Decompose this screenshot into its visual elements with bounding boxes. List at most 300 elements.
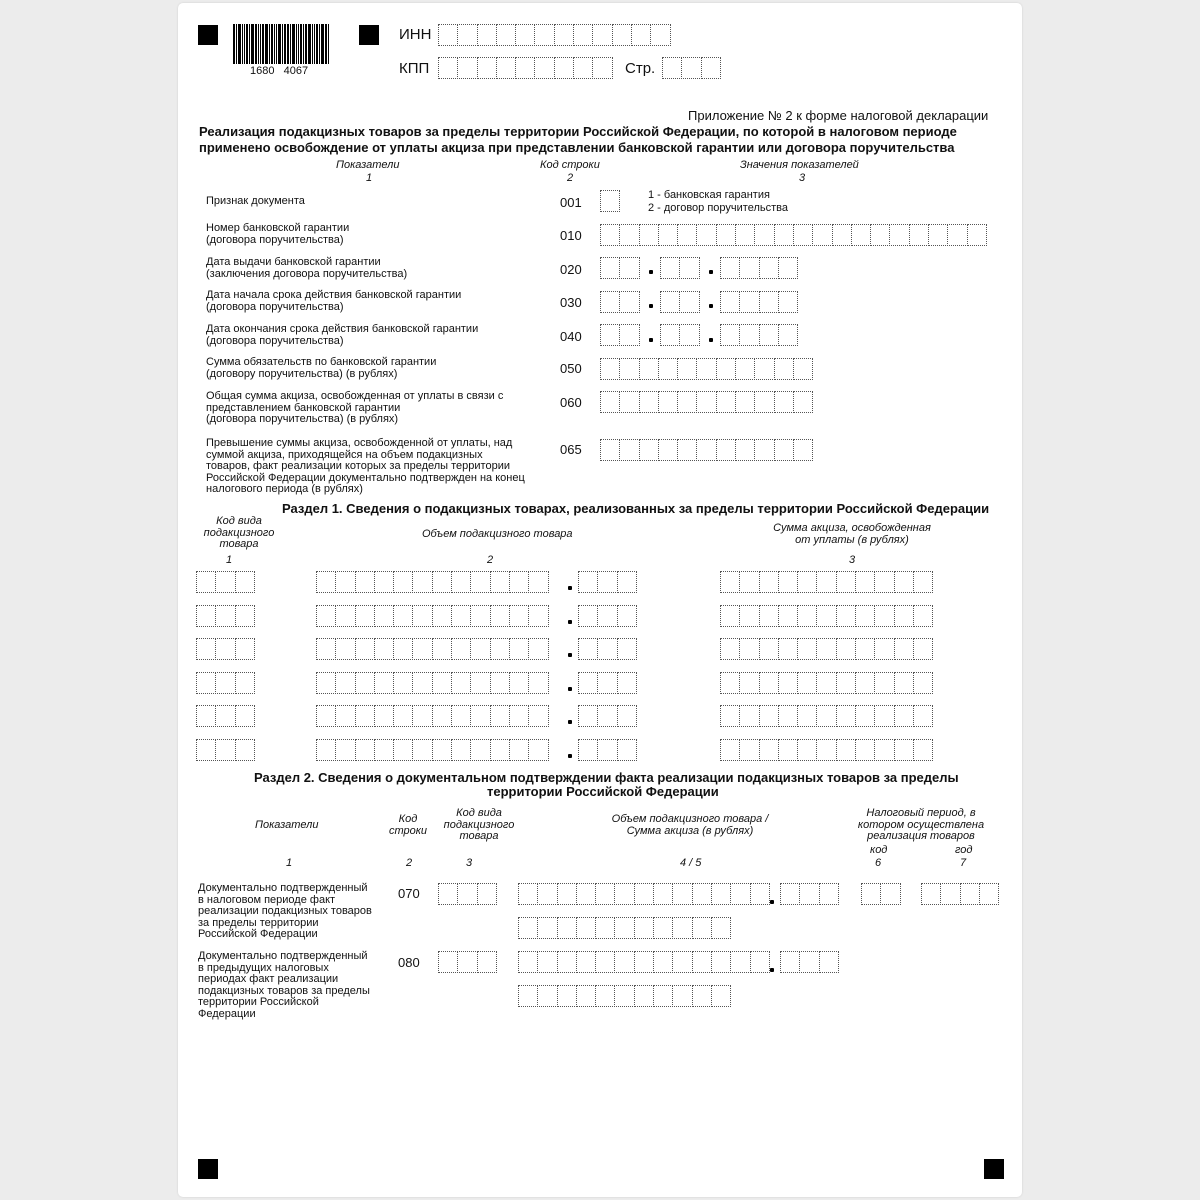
input-cell[interactable] bbox=[889, 224, 909, 246]
input-cell[interactable] bbox=[979, 883, 999, 905]
input-cell[interactable] bbox=[617, 638, 637, 660]
input-cell[interactable] bbox=[816, 571, 836, 593]
input-cell[interactable] bbox=[778, 571, 798, 593]
input-cell[interactable] bbox=[412, 739, 432, 761]
input-cell[interactable] bbox=[658, 224, 678, 246]
input-cell[interactable] bbox=[797, 739, 817, 761]
input-cell[interactable] bbox=[677, 391, 697, 413]
input-cell[interactable] bbox=[597, 672, 617, 694]
input-cell[interactable] bbox=[720, 605, 740, 627]
input-cell[interactable] bbox=[894, 672, 914, 694]
input-cell[interactable] bbox=[720, 672, 740, 694]
input-cell[interactable] bbox=[940, 883, 960, 905]
input-cell[interactable] bbox=[759, 638, 779, 660]
input-cell[interactable] bbox=[793, 439, 813, 461]
input-cell[interactable] bbox=[196, 605, 216, 627]
input-cell[interactable] bbox=[600, 391, 620, 413]
input-cell[interactable] bbox=[619, 291, 639, 313]
input-cell[interactable] bbox=[778, 705, 798, 727]
section-1-volume-integer-field[interactable] bbox=[316, 739, 548, 761]
section-1-excise-amount-field[interactable] bbox=[720, 605, 932, 627]
input-cell[interactable] bbox=[515, 24, 535, 46]
input-cell[interactable] bbox=[774, 358, 794, 380]
row-070-excise-amount-field[interactable] bbox=[518, 917, 730, 939]
section-1-volume-integer-field[interactable] bbox=[316, 571, 548, 593]
input-cell[interactable] bbox=[759, 324, 779, 346]
row-040-month-field[interactable] bbox=[660, 324, 699, 346]
input-cell[interactable] bbox=[196, 739, 216, 761]
input-cell[interactable] bbox=[778, 324, 798, 346]
input-cell[interactable] bbox=[754, 224, 774, 246]
input-cell[interactable] bbox=[457, 951, 477, 973]
input-cell[interactable] bbox=[739, 605, 759, 627]
input-cell[interactable] bbox=[393, 705, 413, 727]
input-cell[interactable] bbox=[554, 24, 574, 46]
input-cell[interactable] bbox=[412, 638, 432, 660]
row-010-number-field[interactable] bbox=[600, 224, 986, 246]
input-cell[interactable] bbox=[759, 257, 779, 279]
input-cell[interactable] bbox=[576, 985, 596, 1007]
input-cell[interactable] bbox=[335, 605, 355, 627]
input-cell[interactable] bbox=[477, 24, 497, 46]
input-cell[interactable] bbox=[754, 391, 774, 413]
input-cell[interactable] bbox=[335, 739, 355, 761]
input-cell[interactable] bbox=[650, 24, 670, 46]
row-070-period-year-field[interactable] bbox=[921, 883, 998, 905]
input-cell[interactable] bbox=[600, 358, 620, 380]
input-cell[interactable] bbox=[490, 638, 510, 660]
input-cell[interactable] bbox=[778, 638, 798, 660]
input-cell[interactable] bbox=[557, 883, 577, 905]
input-cell[interactable] bbox=[412, 672, 432, 694]
input-cell[interactable] bbox=[619, 439, 639, 461]
input-cell[interactable] bbox=[235, 705, 255, 727]
input-cell[interactable] bbox=[653, 883, 673, 905]
input-cell[interactable] bbox=[797, 638, 817, 660]
input-cell[interactable] bbox=[534, 24, 554, 46]
input-cell[interactable] bbox=[578, 672, 598, 694]
input-cell[interactable] bbox=[677, 358, 697, 380]
input-cell[interactable] bbox=[816, 672, 836, 694]
input-cell[interactable] bbox=[196, 638, 216, 660]
input-cell[interactable] bbox=[592, 24, 612, 46]
input-cell[interactable] bbox=[600, 291, 620, 313]
input-cell[interactable] bbox=[759, 672, 779, 694]
input-cell[interactable] bbox=[692, 951, 712, 973]
input-cell[interactable] bbox=[528, 672, 548, 694]
section-1-excise-amount-field[interactable] bbox=[720, 739, 932, 761]
input-cell[interactable] bbox=[913, 605, 933, 627]
input-cell[interactable] bbox=[759, 739, 779, 761]
input-cell[interactable] bbox=[528, 638, 548, 660]
input-cell[interactable] bbox=[576, 917, 596, 939]
input-cell[interactable] bbox=[355, 705, 375, 727]
input-cell[interactable] bbox=[793, 358, 813, 380]
row-050-amount-field[interactable] bbox=[600, 358, 812, 380]
input-cell[interactable] bbox=[537, 985, 557, 1007]
input-cell[interactable] bbox=[797, 672, 817, 694]
input-cell[interactable] bbox=[754, 439, 774, 461]
input-cell[interactable] bbox=[518, 951, 538, 973]
input-cell[interactable] bbox=[432, 638, 452, 660]
input-cell[interactable] bbox=[451, 739, 471, 761]
input-cell[interactable] bbox=[759, 291, 779, 313]
section-1-volume-fraction-field[interactable] bbox=[578, 705, 636, 727]
section-1-volume-fraction-field[interactable] bbox=[578, 638, 636, 660]
input-cell[interactable] bbox=[716, 358, 736, 380]
input-cell[interactable] bbox=[894, 739, 914, 761]
input-cell[interactable] bbox=[701, 57, 721, 79]
section-1-excise-amount-field[interactable] bbox=[720, 705, 932, 727]
input-cell[interactable] bbox=[653, 951, 673, 973]
input-cell[interactable] bbox=[778, 257, 798, 279]
input-cell[interactable] bbox=[793, 224, 813, 246]
input-cell[interactable] bbox=[720, 571, 740, 593]
input-cell[interactable] bbox=[432, 672, 452, 694]
input-cell[interactable] bbox=[412, 605, 432, 627]
input-cell[interactable] bbox=[836, 605, 856, 627]
input-cell[interactable] bbox=[595, 917, 615, 939]
input-cell[interactable] bbox=[735, 358, 755, 380]
page-number-field[interactable] bbox=[662, 57, 720, 79]
input-cell[interactable] bbox=[617, 739, 637, 761]
input-cell[interactable] bbox=[438, 951, 458, 973]
input-cell[interactable] bbox=[316, 705, 336, 727]
input-cell[interactable] bbox=[658, 439, 678, 461]
input-cell[interactable] bbox=[692, 917, 712, 939]
input-cell[interactable] bbox=[451, 705, 471, 727]
input-cell[interactable] bbox=[393, 672, 413, 694]
row-080-excise-amount-field[interactable] bbox=[518, 985, 730, 1007]
section-1-goods-code-field[interactable] bbox=[196, 705, 254, 727]
input-cell[interactable] bbox=[432, 605, 452, 627]
input-cell[interactable] bbox=[692, 883, 712, 905]
input-cell[interactable] bbox=[451, 672, 471, 694]
row-080-volume-fraction-field[interactable] bbox=[780, 951, 838, 973]
input-cell[interactable] bbox=[470, 739, 490, 761]
input-cell[interactable] bbox=[316, 571, 336, 593]
input-cell[interactable] bbox=[374, 672, 394, 694]
input-cell[interactable] bbox=[677, 439, 697, 461]
input-cell[interactable] bbox=[537, 951, 557, 973]
input-cell[interactable] bbox=[816, 638, 836, 660]
input-cell[interactable] bbox=[921, 883, 941, 905]
input-cell[interactable] bbox=[711, 985, 731, 1007]
input-cell[interactable] bbox=[711, 951, 731, 973]
input-cell[interactable] bbox=[470, 705, 490, 727]
input-cell[interactable] bbox=[393, 739, 413, 761]
input-cell[interactable] bbox=[913, 739, 933, 761]
input-cell[interactable] bbox=[681, 57, 701, 79]
input-cell[interactable] bbox=[870, 224, 890, 246]
input-cell[interactable] bbox=[660, 324, 680, 346]
input-cell[interactable] bbox=[658, 358, 678, 380]
input-cell[interactable] bbox=[660, 291, 680, 313]
input-cell[interactable] bbox=[672, 917, 692, 939]
input-cell[interactable] bbox=[634, 917, 654, 939]
input-cell[interactable] bbox=[880, 883, 900, 905]
input-cell[interactable] bbox=[490, 571, 510, 593]
row-030-day-field[interactable] bbox=[600, 291, 639, 313]
input-cell[interactable] bbox=[509, 672, 529, 694]
input-cell[interactable] bbox=[720, 638, 740, 660]
input-cell[interactable] bbox=[215, 571, 235, 593]
input-cell[interactable] bbox=[855, 605, 875, 627]
input-cell[interactable] bbox=[913, 571, 933, 593]
input-cell[interactable] bbox=[578, 605, 598, 627]
input-cell[interactable] bbox=[855, 571, 875, 593]
input-cell[interactable] bbox=[600, 324, 620, 346]
input-cell[interactable] bbox=[537, 917, 557, 939]
input-cell[interactable] bbox=[557, 917, 577, 939]
input-cell[interactable] bbox=[614, 917, 634, 939]
input-cell[interactable] bbox=[874, 571, 894, 593]
input-cell[interactable] bbox=[518, 985, 538, 1007]
input-cell[interactable] bbox=[597, 605, 617, 627]
row-080-volume-integer-field[interactable] bbox=[518, 951, 769, 973]
section-1-volume-integer-field[interactable] bbox=[316, 672, 548, 694]
input-cell[interactable] bbox=[778, 605, 798, 627]
input-cell[interactable] bbox=[470, 605, 490, 627]
section-1-excise-amount-field[interactable] bbox=[720, 571, 932, 593]
input-cell[interactable] bbox=[592, 57, 612, 79]
input-cell[interactable] bbox=[597, 739, 617, 761]
input-cell[interactable] bbox=[477, 57, 497, 79]
row-070-goods-code-field[interactable] bbox=[438, 883, 496, 905]
input-cell[interactable] bbox=[739, 672, 759, 694]
input-cell[interactable] bbox=[438, 883, 458, 905]
input-cell[interactable] bbox=[617, 571, 637, 593]
input-cell[interactable] bbox=[477, 951, 497, 973]
input-cell[interactable] bbox=[518, 883, 538, 905]
input-cell[interactable] bbox=[412, 571, 432, 593]
input-cell[interactable] bbox=[832, 224, 852, 246]
input-cell[interactable] bbox=[490, 672, 510, 694]
input-cell[interactable] bbox=[947, 224, 967, 246]
input-cell[interactable] bbox=[534, 57, 554, 79]
row-070-volume-integer-field[interactable] bbox=[518, 883, 769, 905]
input-cell[interactable] bbox=[597, 705, 617, 727]
input-cell[interactable] bbox=[913, 705, 933, 727]
input-cell[interactable] bbox=[778, 672, 798, 694]
input-cell[interactable] bbox=[909, 224, 929, 246]
input-cell[interactable] bbox=[913, 672, 933, 694]
input-cell[interactable] bbox=[679, 257, 699, 279]
input-cell[interactable] bbox=[537, 883, 557, 905]
input-cell[interactable] bbox=[196, 571, 216, 593]
row-060-amount-field[interactable] bbox=[600, 391, 812, 413]
row-040-day-field[interactable] bbox=[600, 324, 639, 346]
input-cell[interactable] bbox=[780, 883, 800, 905]
input-cell[interactable] bbox=[653, 917, 673, 939]
input-cell[interactable] bbox=[614, 951, 634, 973]
input-cell[interactable] bbox=[855, 705, 875, 727]
input-cell[interactable] bbox=[335, 638, 355, 660]
section-1-volume-integer-field[interactable] bbox=[316, 638, 548, 660]
input-cell[interactable] bbox=[874, 605, 894, 627]
input-cell[interactable] bbox=[215, 739, 235, 761]
input-cell[interactable] bbox=[861, 883, 881, 905]
input-cell[interactable] bbox=[711, 883, 731, 905]
input-cell[interactable] bbox=[634, 985, 654, 1007]
input-cell[interactable] bbox=[759, 705, 779, 727]
input-cell[interactable] bbox=[677, 224, 697, 246]
input-cell[interactable] bbox=[335, 672, 355, 694]
input-cell[interactable] bbox=[374, 605, 394, 627]
input-cell[interactable] bbox=[754, 358, 774, 380]
section-1-goods-code-field[interactable] bbox=[196, 605, 254, 627]
input-cell[interactable] bbox=[672, 985, 692, 1007]
input-cell[interactable] bbox=[730, 951, 750, 973]
input-cell[interactable] bbox=[894, 638, 914, 660]
input-cell[interactable] bbox=[759, 571, 779, 593]
input-cell[interactable] bbox=[778, 739, 798, 761]
input-cell[interactable] bbox=[816, 605, 836, 627]
section-1-volume-integer-field[interactable] bbox=[316, 605, 548, 627]
input-cell[interactable] bbox=[855, 739, 875, 761]
row-020-month-field[interactable] bbox=[660, 257, 699, 279]
input-cell[interactable] bbox=[432, 571, 452, 593]
input-cell[interactable] bbox=[457, 57, 477, 79]
input-cell[interactable] bbox=[692, 985, 712, 1007]
input-cell[interactable] bbox=[750, 951, 770, 973]
input-cell[interactable] bbox=[617, 605, 637, 627]
input-cell[interactable] bbox=[355, 739, 375, 761]
input-cell[interactable] bbox=[432, 705, 452, 727]
input-cell[interactable] bbox=[797, 705, 817, 727]
input-cell[interactable] bbox=[557, 985, 577, 1007]
input-cell[interactable] bbox=[451, 638, 471, 660]
input-cell[interactable] bbox=[696, 358, 716, 380]
input-cell[interactable] bbox=[393, 638, 413, 660]
input-cell[interactable] bbox=[612, 24, 632, 46]
inn-field[interactable] bbox=[438, 24, 670, 46]
input-cell[interactable] bbox=[619, 224, 639, 246]
input-cell[interactable] bbox=[528, 605, 548, 627]
input-cell[interactable] bbox=[739, 257, 759, 279]
input-cell[interactable] bbox=[778, 291, 798, 313]
input-cell[interactable] bbox=[851, 224, 871, 246]
input-cell[interactable] bbox=[696, 391, 716, 413]
input-cell[interactable] bbox=[316, 739, 336, 761]
input-cell[interactable] bbox=[528, 571, 548, 593]
input-cell[interactable] bbox=[679, 324, 699, 346]
input-cell[interactable] bbox=[578, 739, 598, 761]
row-080-goods-code-field[interactable] bbox=[438, 951, 496, 973]
input-cell[interactable] bbox=[412, 705, 432, 727]
input-cell[interactable] bbox=[894, 571, 914, 593]
input-cell[interactable] bbox=[355, 638, 375, 660]
input-cell[interactable] bbox=[634, 951, 654, 973]
input-cell[interactable] bbox=[595, 951, 615, 973]
input-cell[interactable] bbox=[316, 605, 336, 627]
input-cell[interactable] bbox=[735, 224, 755, 246]
input-cell[interactable] bbox=[576, 883, 596, 905]
input-cell[interactable] bbox=[672, 883, 692, 905]
input-cell[interactable] bbox=[235, 739, 255, 761]
input-cell[interactable] bbox=[797, 571, 817, 593]
input-cell[interactable] bbox=[874, 705, 894, 727]
input-cell[interactable] bbox=[619, 324, 639, 346]
input-cell[interactable] bbox=[735, 391, 755, 413]
input-cell[interactable] bbox=[720, 705, 740, 727]
input-cell[interactable] bbox=[578, 638, 598, 660]
section-1-goods-code-field[interactable] bbox=[196, 739, 254, 761]
input-cell[interactable] bbox=[235, 638, 255, 660]
input-cell[interactable] bbox=[967, 224, 987, 246]
input-cell[interactable] bbox=[576, 951, 596, 973]
input-cell[interactable] bbox=[928, 224, 948, 246]
input-cell[interactable] bbox=[653, 985, 673, 1007]
input-cell[interactable] bbox=[812, 224, 832, 246]
input-cell[interactable] bbox=[874, 739, 894, 761]
input-cell[interactable] bbox=[235, 605, 255, 627]
input-cell[interactable] bbox=[836, 705, 856, 727]
input-cell[interactable] bbox=[679, 291, 699, 313]
input-cell[interactable] bbox=[597, 571, 617, 593]
input-cell[interactable] bbox=[894, 605, 914, 627]
input-cell[interactable] bbox=[739, 324, 759, 346]
input-cell[interactable] bbox=[739, 705, 759, 727]
row-001-doc-type-field[interactable] bbox=[600, 190, 619, 212]
row-030-month-field[interactable] bbox=[660, 291, 699, 313]
input-cell[interactable] bbox=[819, 951, 839, 973]
input-cell[interactable] bbox=[578, 571, 598, 593]
input-cell[interactable] bbox=[509, 739, 529, 761]
input-cell[interactable] bbox=[619, 391, 639, 413]
input-cell[interactable] bbox=[470, 672, 490, 694]
input-cell[interactable] bbox=[335, 705, 355, 727]
input-cell[interactable] bbox=[696, 224, 716, 246]
input-cell[interactable] bbox=[528, 739, 548, 761]
input-cell[interactable] bbox=[634, 883, 654, 905]
input-cell[interactable] bbox=[432, 739, 452, 761]
input-cell[interactable] bbox=[816, 705, 836, 727]
section-1-excise-amount-field[interactable] bbox=[720, 672, 932, 694]
input-cell[interactable] bbox=[662, 57, 682, 79]
input-cell[interactable] bbox=[720, 324, 740, 346]
input-cell[interactable] bbox=[393, 571, 413, 593]
input-cell[interactable] bbox=[774, 391, 794, 413]
input-cell[interactable] bbox=[672, 951, 692, 973]
section-1-goods-code-field[interactable] bbox=[196, 638, 254, 660]
input-cell[interactable] bbox=[894, 705, 914, 727]
input-cell[interactable] bbox=[799, 883, 819, 905]
input-cell[interactable] bbox=[696, 439, 716, 461]
input-cell[interactable] bbox=[614, 883, 634, 905]
input-cell[interactable] bbox=[913, 638, 933, 660]
section-1-volume-fraction-field[interactable] bbox=[578, 605, 636, 627]
input-cell[interactable] bbox=[750, 883, 770, 905]
input-cell[interactable] bbox=[716, 391, 736, 413]
input-cell[interactable] bbox=[735, 439, 755, 461]
row-070-period-code-field[interactable] bbox=[861, 883, 900, 905]
input-cell[interactable] bbox=[836, 739, 856, 761]
input-cell[interactable] bbox=[600, 224, 620, 246]
input-cell[interactable] bbox=[578, 705, 598, 727]
input-cell[interactable] bbox=[639, 391, 659, 413]
input-cell[interactable] bbox=[509, 571, 529, 593]
input-cell[interactable] bbox=[215, 705, 235, 727]
row-040-year-field[interactable] bbox=[720, 324, 797, 346]
input-cell[interactable] bbox=[739, 739, 759, 761]
input-cell[interactable] bbox=[438, 57, 458, 79]
input-cell[interactable] bbox=[720, 291, 740, 313]
input-cell[interactable] bbox=[774, 439, 794, 461]
kpp-field[interactable] bbox=[438, 57, 612, 79]
input-cell[interactable] bbox=[457, 24, 477, 46]
input-cell[interactable] bbox=[600, 439, 620, 461]
